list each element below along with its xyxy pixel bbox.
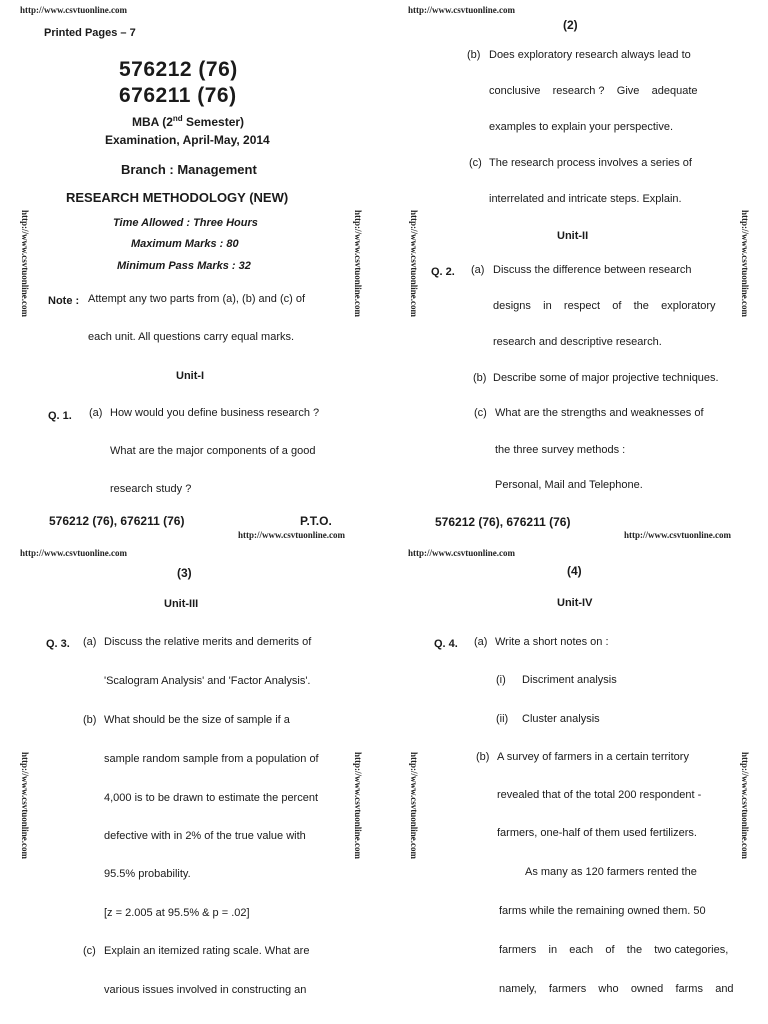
note-label: Note : xyxy=(48,295,80,307)
q4b-line-7: namely, farmers who owned farms and xyxy=(499,983,734,995)
time-allowed: Time Allowed : Three Hours xyxy=(113,217,258,229)
q3b-line-1: What should be the size of sample if a xyxy=(104,714,290,726)
q3b-line-3: 4,000 is to be drawn to estimate the percent xyxy=(104,792,319,804)
q1c-line-1: The research process involves a series of xyxy=(489,157,692,169)
q2c-line-1: What are the strengths and weaknesses of xyxy=(495,407,704,419)
side-url-mid-right-lower[interactable]: http://www.csvtuonline.com xyxy=(409,752,419,860)
q3c-label: (c) xyxy=(83,945,96,957)
branch: Branch : Management xyxy=(121,162,257,177)
page2-footer-code: 576212 (76), 676211 (76) xyxy=(435,515,571,529)
q1b-line-1: Does exploratory research always lead to xyxy=(489,49,691,61)
q3a-line-2: 'Scalogram Analysis' and 'Factor Analysis'. xyxy=(104,675,311,687)
page1-footer-code: 576212 (76), 676211 (76) xyxy=(49,514,185,528)
q3a-label: (a) xyxy=(83,636,97,648)
q2b-label: (b) xyxy=(473,372,487,384)
q4b-line-3: farmers, one-half of them used fertilizers. xyxy=(497,827,697,839)
side-url-right-upper[interactable]: http://www.csvtuonline.com xyxy=(740,210,750,318)
q3b-line-5: 95.5% probability. xyxy=(104,868,191,880)
q1b-line-2: conclusive research ? Give adequate xyxy=(489,85,698,97)
q3b-label: (b) xyxy=(83,714,97,726)
q2c-line-2: the three survey methods : xyxy=(495,444,626,456)
q4a-label: (a) xyxy=(474,636,488,648)
note-line-1: Attempt any two parts from (a), (b) and (c) of xyxy=(88,293,306,305)
q3c-line-2: various issues involved in constructing an xyxy=(104,984,307,996)
page2-footer-url[interactable]: http://www.csvtuonline.com xyxy=(624,530,732,540)
q4-label: Q. 4. xyxy=(434,638,458,650)
q1c-line-2: interrelated and intricate steps. Explain. xyxy=(489,193,682,205)
maximum-marks: Maximum Marks : 80 xyxy=(131,238,239,250)
minimum-marks: Minimum Pass Marks : 32 xyxy=(117,260,251,272)
side-url-left-lower[interactable]: http://www.csvtuonline.com xyxy=(20,752,30,860)
q2b-line-1: Describe some of major projective techniques. xyxy=(493,372,719,384)
q1a-line-1: How would you define business research ? xyxy=(110,407,320,419)
unit-2-heading: Unit-II xyxy=(557,230,589,242)
side-url-mid-right-upper[interactable]: http://www.csvtuonline.com xyxy=(409,210,419,318)
q4b-label: (b) xyxy=(476,751,490,763)
header-url-left[interactable]: http://www.csvtuonline.com xyxy=(20,5,128,15)
unit-1-heading: Unit-I xyxy=(176,370,205,382)
q4b-line-6: farmers in each of the two categories, xyxy=(499,944,729,956)
q2a-label: (a) xyxy=(471,264,485,276)
exam-session: Examination, April-May, 2014 xyxy=(105,133,270,147)
q1a-label: (a) xyxy=(89,407,103,419)
q3a-line-1: Discuss the relative merits and demerits of xyxy=(104,636,312,648)
note-line-2: each unit. All questions carry equal marks. xyxy=(88,331,295,343)
q3b-line-4: defective with in 2% of the true value with xyxy=(104,830,306,842)
q2a-line-1: Discuss the difference between research xyxy=(493,264,692,276)
q1-label: Q. 1. xyxy=(48,410,72,422)
side-url-right-lower[interactable]: http://www.csvtuonline.com xyxy=(740,752,750,860)
q4b-line-4: As many as 120 farmers rented the xyxy=(525,866,697,878)
q3b-line-6: [z = 2.005 at 95.5% & p = .02] xyxy=(104,907,250,919)
q1c-label: (c) xyxy=(469,157,482,169)
side-url-left-upper[interactable]: http://www.csvtuonline.com xyxy=(20,210,30,318)
page1-footer-url[interactable]: http://www.csvtuonline.com xyxy=(238,530,346,540)
page-3-number: (3) xyxy=(177,566,192,580)
printed-pages: Printed Pages – 7 xyxy=(44,27,136,39)
q4a-ii-label: (ii) xyxy=(496,713,509,725)
paper-code-1: 576212 (76) xyxy=(119,58,238,81)
q2c-line-3: Personal, Mail and Telephone. xyxy=(495,479,643,491)
q3-label: Q. 3. xyxy=(46,638,70,650)
unit-4-heading: Unit-IV xyxy=(557,597,593,609)
header-url-right[interactable]: http://www.csvtuonline.com xyxy=(408,5,516,15)
q1b-line-3: examples to explain your perspective. xyxy=(489,121,674,133)
q4a-ii-text: Cluster analysis xyxy=(522,713,600,725)
side-url-mid-left-upper[interactable]: http://www.csvtuonline.com xyxy=(353,210,363,318)
q4b-line-1: A survey of farmers in a certain territory xyxy=(497,751,689,763)
header-url-right-lower[interactable]: http://www.csvtuonline.com xyxy=(408,548,516,558)
q1b-label: (b) xyxy=(467,49,481,61)
q4a-i-text: Discriment analysis xyxy=(522,674,617,686)
q3c-line-1: Explain an itemized rating scale. What are xyxy=(104,945,310,957)
q1a-line-2: What are the major components of a good xyxy=(110,445,316,457)
side-url-mid-left-lower[interactable]: http://www.csvtuonline.com xyxy=(353,752,363,860)
q2a-line-3: research and descriptive research. xyxy=(493,336,662,348)
q1a-line-3: research study ? xyxy=(110,483,192,495)
subject-title: RESEARCH METHODOLOGY (NEW) xyxy=(66,190,289,205)
pto: P.T.O. xyxy=(300,514,332,528)
q4a-i-label: (i) xyxy=(496,674,506,686)
q3b-line-2: sample random sample from a population of xyxy=(104,753,319,765)
q2c-label: (c) xyxy=(474,407,487,419)
paper-code-2: 676211 (76) xyxy=(119,84,237,107)
header-url-left-lower[interactable]: http://www.csvtuonline.com xyxy=(20,548,128,558)
page-2-number: (2) xyxy=(563,18,578,32)
q2-label: Q. 2. xyxy=(431,266,455,278)
q4b-line-5: farms while the remaining owned them. 50 xyxy=(499,905,706,917)
unit-3-heading: Unit-III xyxy=(164,598,199,610)
page-4-number: (4) xyxy=(567,564,582,578)
q2a-line-2: designs in respect of the exploratory xyxy=(493,300,716,312)
q4a-line-1: Write a short notes on : xyxy=(495,636,609,648)
program: MBA (2nd Semester) xyxy=(132,114,245,129)
q4b-line-2: revealed that of the total 200 respondent - xyxy=(497,789,702,801)
